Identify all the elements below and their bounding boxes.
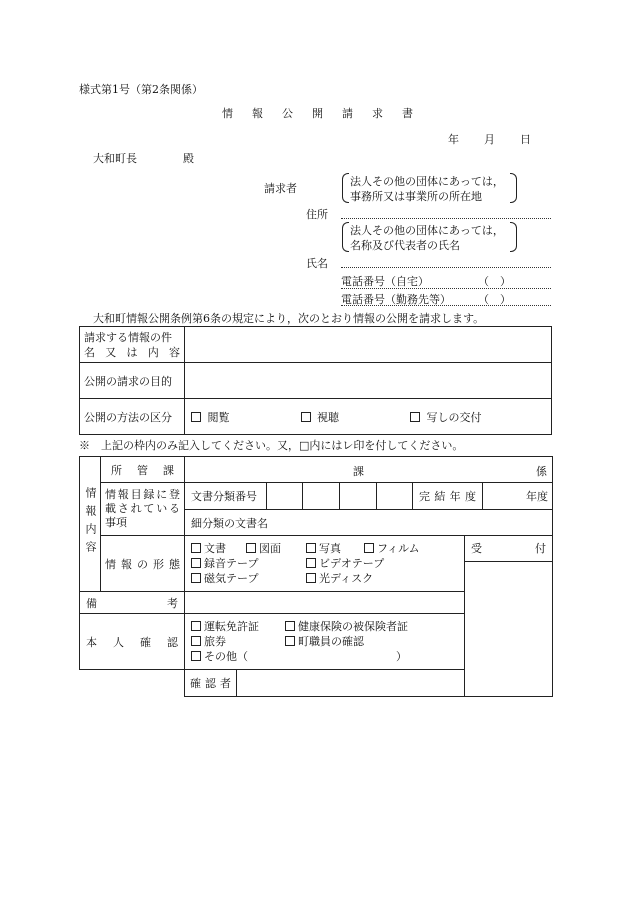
name-label: 氏名: [306, 257, 328, 270]
address-note-1: 法人その他の団体にあっては，: [350, 175, 504, 188]
office-table: [79, 456, 553, 697]
doc-class-box-4[interactable]: [377, 483, 413, 510]
method-view-label: 閲覧: [207, 410, 230, 424]
statement: 大和町情報公開条例第6条の規定により，次のとおり情報の公開を請求します。: [93, 312, 485, 325]
method-options: [185, 399, 552, 435]
name-note-1: 法人その他の団体にあっては，: [350, 224, 504, 237]
catalog-label-c: 事項: [105, 516, 127, 529]
form-film-label: フィルム: [377, 542, 420, 555]
id-passport-label: 旅券: [204, 635, 226, 648]
purpose-input[interactable]: [185, 363, 552, 399]
form-row-2: [191, 556, 458, 571]
dept-field[interactable]: [185, 457, 553, 483]
completion-year-label: 完結年度: [419, 490, 476, 503]
subject-label-b: 名又は内容: [84, 345, 180, 359]
receipt-header: [465, 536, 552, 562]
doc-class-box-3[interactable]: [340, 483, 377, 510]
method-label: 公開の方法の区分: [84, 410, 172, 424]
form-label: 情報の形態: [105, 557, 180, 571]
identity-row-1: [191, 619, 458, 634]
date-year: 年: [448, 133, 459, 146]
doc-class-box-1[interactable]: [267, 483, 303, 510]
checkbox[interactable]: [301, 412, 311, 422]
checkbox[interactable]: [306, 558, 316, 568]
confirmer-label-cell: [185, 670, 237, 697]
form-row-3: [191, 571, 458, 586]
id-option-passport[interactable]: [191, 634, 285, 649]
name-bracket-right: [510, 222, 517, 252]
purpose-label-cell: [80, 363, 185, 399]
id-option-license[interactable]: [191, 619, 285, 634]
date-day: 日: [520, 133, 531, 146]
id-staff-label: 町職員の確認: [298, 635, 364, 648]
identity-label: 本人確認: [86, 635, 178, 649]
kakari-label: 係: [536, 465, 548, 478]
addressee: 大和町長: [93, 152, 137, 165]
info-content-label: 情報内容: [84, 486, 97, 559]
subject-input[interactable]: [185, 327, 552, 363]
method-view-option[interactable]: [191, 409, 297, 425]
phone-home-label: 電話番号（自宅）: [341, 275, 429, 288]
checkbox[interactable]: [191, 412, 201, 422]
id-option-other[interactable]: [191, 649, 396, 664]
honorific: 殿: [183, 152, 194, 165]
checkbox[interactable]: [191, 543, 201, 553]
confirmer-field[interactable]: [237, 670, 465, 697]
id-other-label: その他（: [204, 650, 248, 663]
confirmer-label: 確認者: [190, 677, 231, 690]
ka-label: 課: [353, 465, 364, 478]
phone-work-line[interactable]: [341, 305, 551, 306]
form-option-audio[interactable]: [191, 556, 306, 571]
requester-label: 請求者: [264, 182, 297, 195]
form-video-label: ビデオテープ: [319, 557, 385, 570]
phone-work-label: 電話番号（勤務先等）: [341, 293, 451, 306]
subject-label-a: 請求する情報の件: [84, 330, 172, 344]
completion-year-label-cell: [413, 483, 483, 510]
name-note-2: 名称及び代表者の氏名: [350, 239, 460, 252]
catalog-label-b: 載されている: [105, 502, 180, 515]
id-license-label: 運転免許証: [204, 620, 259, 633]
purpose-label: 公開の請求の目的: [84, 374, 172, 388]
nendo-label: 年度: [526, 490, 549, 503]
form-options: [185, 536, 465, 592]
identity-label-cell: [80, 614, 185, 670]
dept-label-cell: [101, 457, 185, 483]
form-option-drawing[interactable]: [246, 541, 306, 556]
id-insurance-label: 健康保険の被保険者証: [298, 620, 408, 633]
checkbox[interactable]: [246, 543, 256, 553]
info-content-cell: [80, 457, 101, 592]
form-photo-label: 写真: [319, 542, 341, 555]
instruction-note: ※ 上記の枠内のみ記入してください。又，□内にはレ印を付してください。: [79, 439, 464, 452]
checkbox[interactable]: [306, 543, 316, 553]
address-note-2: 事務所又は事業所の所在地: [350, 190, 482, 203]
id-option-staff[interactable]: [285, 635, 364, 648]
phone-work-paren: （ ）: [478, 293, 511, 306]
blank-corner: [80, 670, 185, 697]
catalog-label-a: 情報目録に登: [105, 488, 180, 501]
address-line[interactable]: [341, 218, 551, 219]
checkbox[interactable]: [306, 573, 316, 583]
checkbox[interactable]: [285, 636, 295, 646]
checkbox[interactable]: [364, 543, 374, 553]
phone-home-line[interactable]: [341, 288, 551, 289]
doc-class-label-cell: [185, 483, 267, 510]
form-drawing-label: 図面: [259, 542, 281, 555]
form-optical-label: 光ディスク: [319, 572, 374, 585]
form-option-film[interactable]: [364, 542, 420, 555]
remarks-label-cell: [80, 592, 185, 614]
address-bracket-left: [342, 173, 349, 203]
sub-doc-name-field[interactable]: [185, 510, 553, 536]
doc-class-label: 文書分類番号: [191, 490, 257, 503]
checkbox[interactable]: [191, 621, 201, 631]
receipt-cell[interactable]: [465, 536, 553, 697]
checkbox[interactable]: [191, 651, 201, 661]
method-label-cell: [80, 399, 185, 435]
checkbox[interactable]: [191, 636, 201, 646]
form-label-cell: [101, 536, 185, 592]
form-option-doc[interactable]: [191, 541, 246, 556]
address-bracket-right: [510, 173, 517, 203]
identity-row-2: [191, 634, 458, 649]
date-month: 月: [484, 133, 495, 146]
receipt-label: 受付: [471, 542, 547, 555]
page-title: 情報公開請求書: [222, 107, 432, 120]
name-line[interactable]: [341, 267, 551, 268]
checkbox[interactable]: [410, 412, 420, 422]
form-audio-label: 録音テープ: [204, 557, 259, 570]
form-row-1: [191, 541, 458, 556]
form-option-optical[interactable]: [306, 572, 373, 585]
identity-options: [185, 614, 465, 670]
dept-label: 所管課: [111, 463, 174, 477]
form-doc-label: 文書: [204, 542, 226, 555]
checkbox[interactable]: [285, 621, 295, 631]
method-listen-label: 視聴: [317, 410, 339, 424]
completion-year-field[interactable]: [483, 483, 553, 510]
id-other-close: ）: [396, 650, 407, 663]
remarks-label: 備考: [86, 596, 178, 610]
name-bracket-left: [342, 222, 349, 252]
method-copy-label: 写しの交付: [426, 410, 482, 424]
form-option-photo[interactable]: [306, 541, 364, 556]
address-label: 住所: [306, 208, 328, 221]
checkbox[interactable]: [191, 573, 201, 583]
form-option-video[interactable]: [306, 557, 384, 570]
sub-doc-name-label: 細分類の文書名: [191, 516, 268, 530]
form-option-magnetic[interactable]: [191, 571, 306, 586]
form-number: 様式第1号（第2条関係）: [79, 83, 203, 96]
checkbox[interactable]: [191, 558, 201, 568]
identity-row-3: [191, 649, 458, 664]
remarks-field[interactable]: [185, 592, 465, 614]
method-listen-option[interactable]: [301, 409, 407, 425]
doc-class-box-2[interactable]: [303, 483, 340, 510]
method-copy-option[interactable]: [410, 409, 482, 425]
catalog-label-cell: [101, 483, 185, 536]
subject-label-cell: [80, 327, 185, 363]
id-option-insurance[interactable]: [285, 620, 408, 633]
request-table: [79, 326, 552, 435]
phone-home-paren: （ ）: [478, 275, 511, 288]
form-magnetic-label: 磁気テープ: [204, 572, 259, 585]
